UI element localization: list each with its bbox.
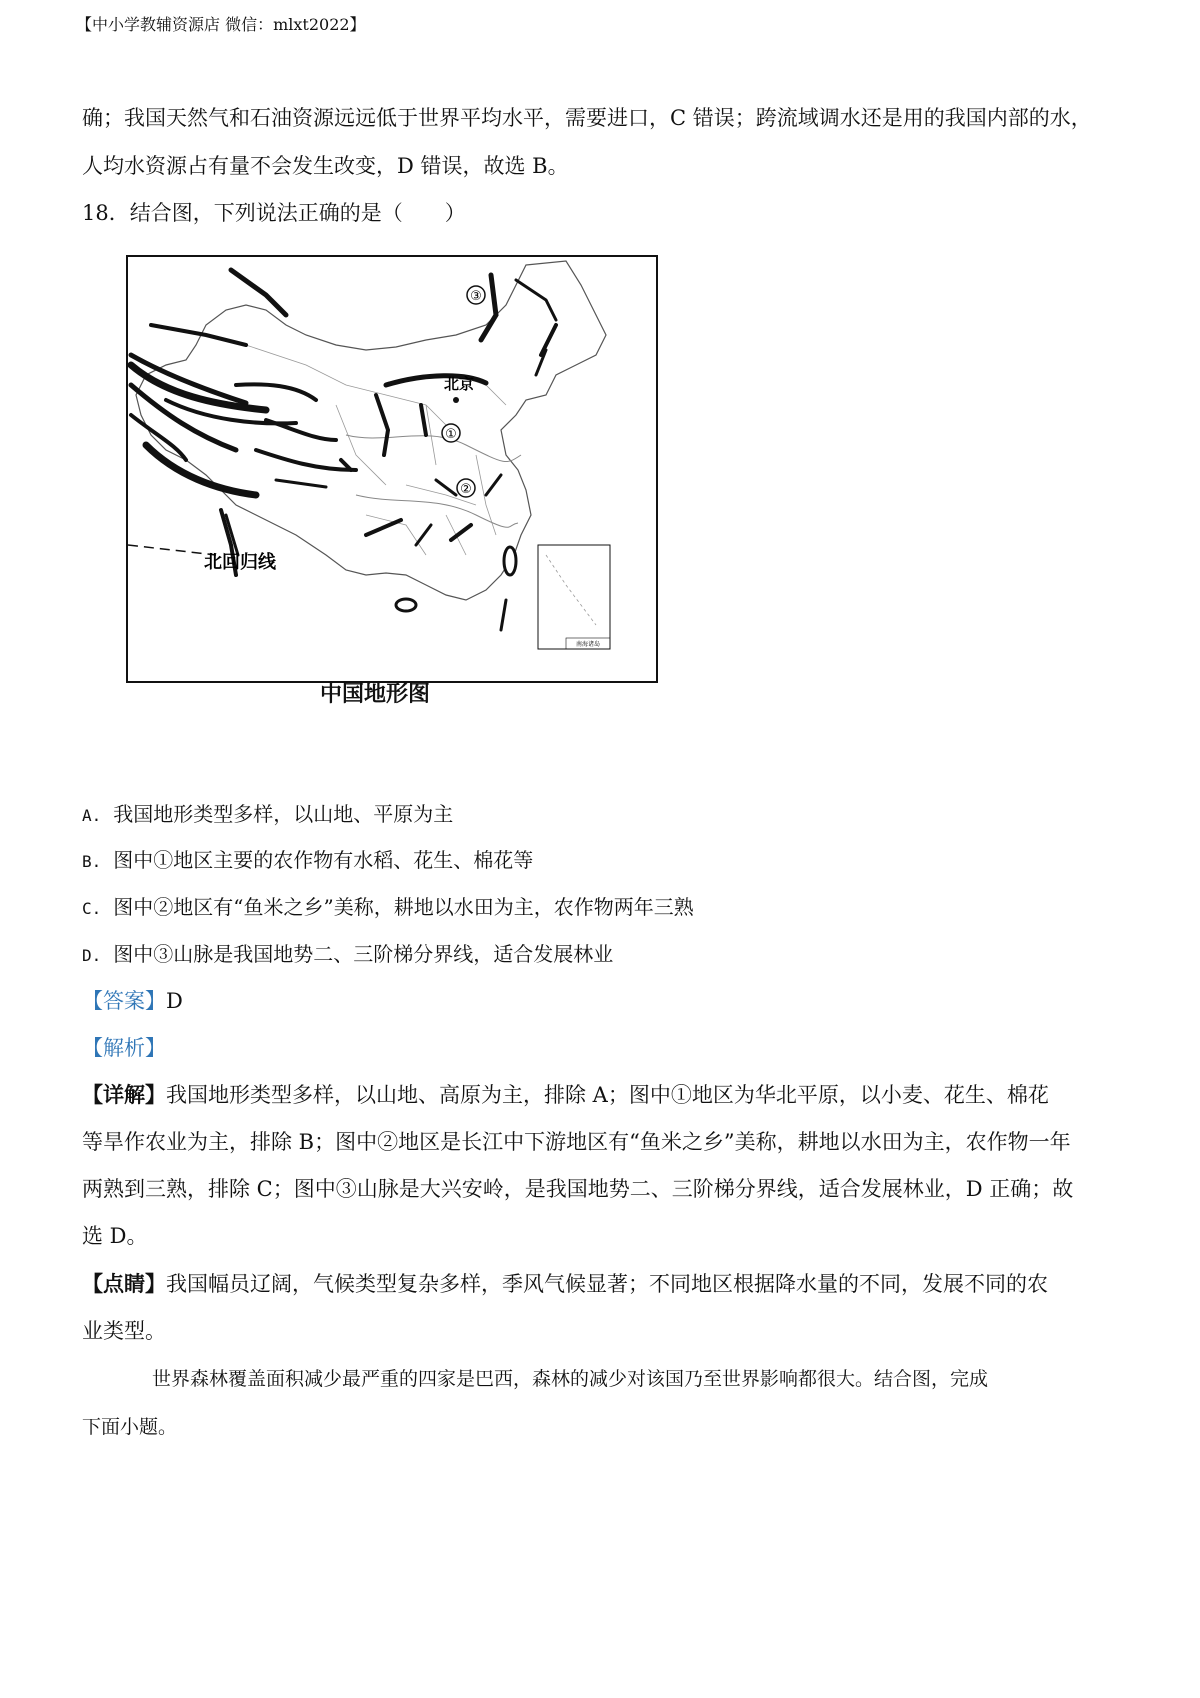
south-china-sea-inset	[538, 545, 610, 649]
china-terrain-map	[126, 255, 658, 685]
option-letter: C.	[82, 899, 102, 918]
page-header: 【中小学教辅资源店 微信：mlxt2022】	[76, 15, 366, 34]
marker-2-label: ②	[460, 482, 472, 497]
map-caption: 中国地形图	[320, 682, 431, 707]
option-text: 图中①地区主要的农作物有水稻、花生、棉花等	[113, 848, 534, 872]
tropic-label: 北回归线	[204, 552, 276, 573]
tip-tag: 【点睛】	[82, 1271, 166, 1296]
option-c	[82, 893, 694, 923]
beijing-dot	[453, 397, 459, 403]
marker-1-label: ①	[445, 427, 457, 442]
prev-explanation-line-2: 人均水资源占有量不会发生改变，D 错误，故选 B。	[82, 154, 569, 178]
next-intro-line-2: 下面小题。	[82, 1416, 178, 1438]
answer-line	[82, 987, 183, 1015]
analysis-tag: 【解析】	[82, 1036, 166, 1060]
answer-value: D	[166, 989, 183, 1013]
option-a	[82, 800, 453, 830]
option-letter: D.	[82, 946, 102, 965]
detail-line-3: 两熟到三熟，排除 C；图中③山脉是大兴安岭，是我国地势二、三阶梯分界线，适合发展林业，D 正确；故	[82, 1177, 1074, 1201]
prev-explanation-line-1: 确；我国天然气和石油资源远远低于世界平均水平，需要进口，C 错误；跨流域调水还是用的我国内部的水，	[82, 106, 1092, 130]
taiwan-island	[504, 547, 516, 575]
tip-text-1: 我国幅员辽阔，气候类型复杂多样，季风气候显著；不同地区根据降水量的不同，发展不同的农	[166, 1272, 1048, 1296]
beijing-label: 北京	[444, 375, 475, 393]
inset-label: 南海诸岛	[575, 641, 601, 648]
answer-tag: 【答案】	[82, 989, 166, 1013]
marker-3-label: ③	[470, 289, 482, 304]
detail-line-4: 选 D。	[82, 1224, 148, 1248]
option-letter: B.	[82, 852, 102, 871]
option-text: 我国地形类型多样，以山地、平原为主	[113, 802, 454, 826]
option-text: 图中③山脉是我国地势二、三阶梯分界线，适合发展林业	[113, 942, 614, 966]
option-d	[82, 940, 613, 970]
option-b	[82, 846, 533, 876]
option-letter: A.	[82, 806, 102, 825]
detail-line-2: 等旱作农业为主，排除 B；图中②地区是长江中下游地区有“鱼米之乡”美称，耕地以水田为主，农作物一年	[82, 1130, 1071, 1154]
tip-line-1	[82, 1270, 1048, 1298]
detail-line-1	[82, 1081, 1049, 1109]
tip-line-2: 业类型。	[82, 1319, 166, 1343]
detail-tag: 【详解】	[82, 1082, 166, 1107]
hainan-island	[396, 599, 416, 611]
detail-text-1: 我国地形类型多样，以山地、高原为主，排除 A；图中①地区为华北平原，以小麦、花生、棉花	[166, 1083, 1049, 1107]
question-stem: 18．结合图，下列说法正确的是（ ）	[82, 201, 466, 225]
option-text: 图中②地区有“鱼米之乡”美称，耕地以水田为主，农作物两年三熟	[113, 895, 694, 919]
analysis-line	[82, 1034, 166, 1062]
next-intro-line-1: 世界森林覆盖面积减少最严重的四家是巴西，森林的减少对该国乃至世界影响都很大。结合图，完成	[152, 1368, 989, 1390]
